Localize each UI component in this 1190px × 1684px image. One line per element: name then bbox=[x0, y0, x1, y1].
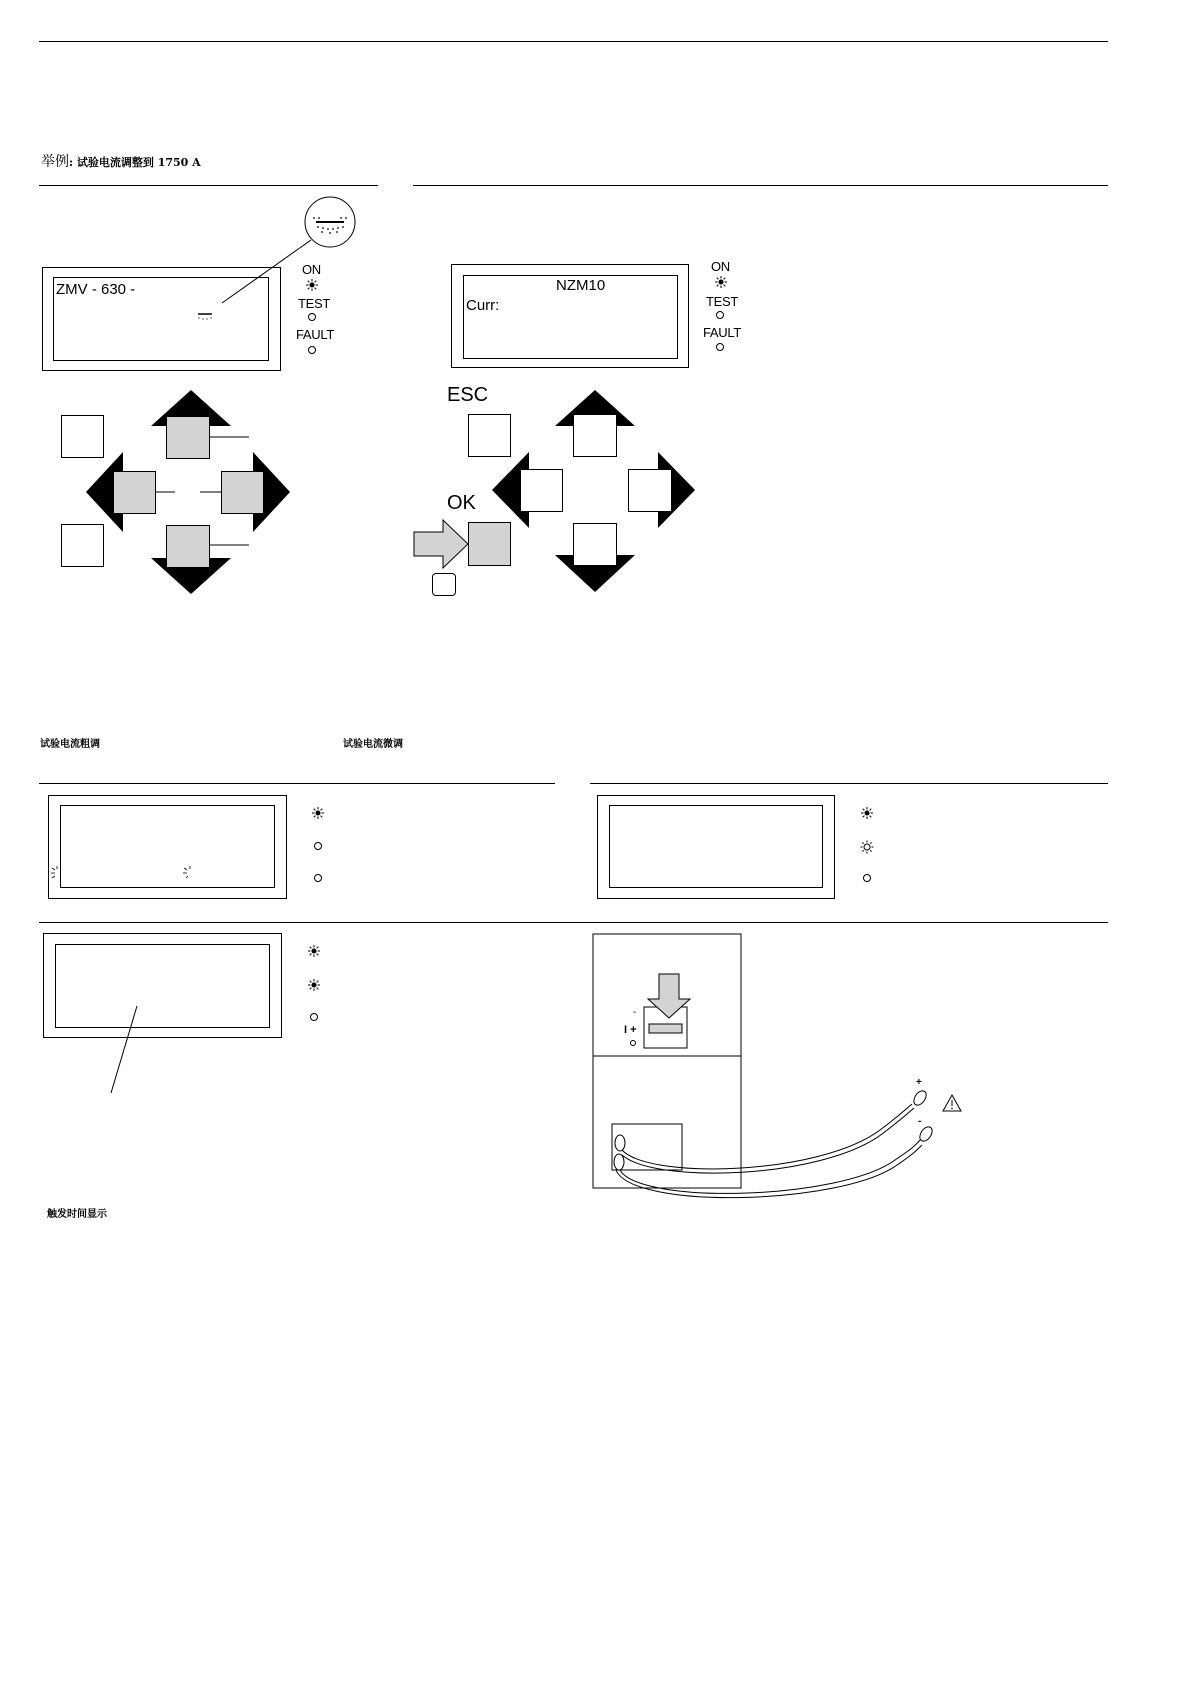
right-display-title: NZM10 bbox=[556, 277, 606, 294]
ok-label: OK bbox=[447, 492, 476, 514]
left-display-line1: ZMV - 630 - bbox=[56, 281, 136, 298]
esc-label: ESC bbox=[447, 384, 489, 406]
svg-text:-: - bbox=[918, 1116, 922, 1127]
led-fault-label-right: FAULT bbox=[703, 325, 741, 340]
led-on-label-right: ON bbox=[711, 259, 730, 274]
svg-text:I +: I + bbox=[624, 1024, 637, 1036]
example-prefix: 举例 bbox=[41, 154, 69, 170]
section-fine-label: 试验电流微调 bbox=[343, 739, 403, 750]
right-display-label: Curr: bbox=[466, 297, 500, 314]
led-on-label: ON bbox=[302, 262, 321, 277]
svg-text:+: + bbox=[916, 1077, 922, 1088]
example-text: : 试验电流调整到 1750 A bbox=[69, 156, 201, 169]
svg-text:-: - bbox=[633, 1007, 637, 1018]
led-test-label: TEST bbox=[298, 296, 331, 311]
led-fault-label: FAULT bbox=[296, 327, 334, 342]
section-coarse-label: 试验电流粗调 bbox=[40, 739, 100, 750]
section-trip-time-label: 触发时间显示 bbox=[47, 1209, 107, 1220]
led-test-label-right: TEST bbox=[706, 294, 739, 309]
